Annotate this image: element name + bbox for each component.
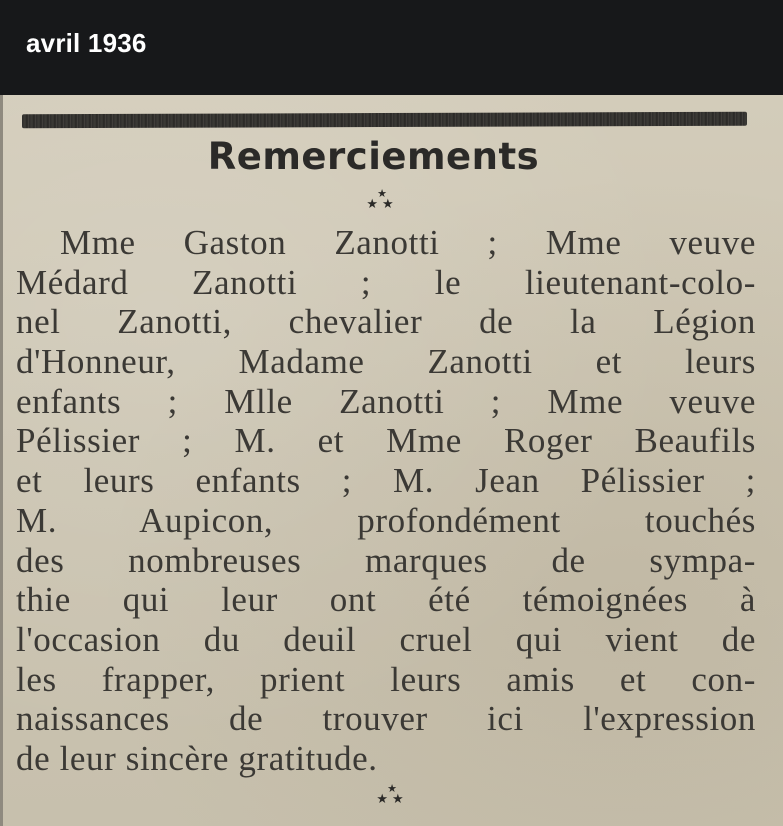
article-body [16,223,756,779]
page-title: avril 1936 [26,28,147,58]
star-icon: ★ [387,782,397,795]
article-line: Mme Gaston Zanotti ; Mme veuve [60,223,756,262]
article-line: thie qui leur ont été témoignées à [16,580,756,620]
star-ornament-top [352,188,412,210]
star-pair-icon [362,794,422,805]
article-line: nel Zanotti, chevalier de la Légion [16,302,756,342]
newspaper-clipping [0,95,783,826]
article-line: d'Honneur, Madame Zanotti et leurs [16,342,756,382]
star-pair-icon [352,199,412,210]
article-line: enfants ; Mlle Zanotti ; Mme veuve [16,381,756,421]
page-edge [0,95,3,826]
star-icon: ★ [376,792,392,807]
article-line: des nombreuses marques de sympa- [16,540,756,580]
article-line: l'occasion du deuil cruel qui vient de [16,619,756,659]
star-ornament-bottom [362,783,422,805]
star-icon: ★ [366,197,382,212]
star-icon: ★ [382,197,398,212]
article-line: M. Aupicon, profondément touchés [16,500,756,540]
article-line: de leur sincère gratitude. [16,738,378,778]
article-title: Remerciements [207,135,540,178]
article-line: Médard Zanotti ; le lieutenant-colo- [16,262,756,302]
article-line: Pélissier ; M. et Mme Roger Beaufils [16,421,756,461]
header-rule [22,112,747,129]
star-icon: ★ [392,792,408,807]
top-bar [0,0,783,95]
article-line: les frapper, prient leurs amis et con- [16,659,756,699]
article-line: et leurs enfants ; M. Jean Pélissier ; [16,461,756,501]
article-line: naissances de trouver ici l'expression [16,699,756,739]
star-icon: ★ [377,187,387,200]
